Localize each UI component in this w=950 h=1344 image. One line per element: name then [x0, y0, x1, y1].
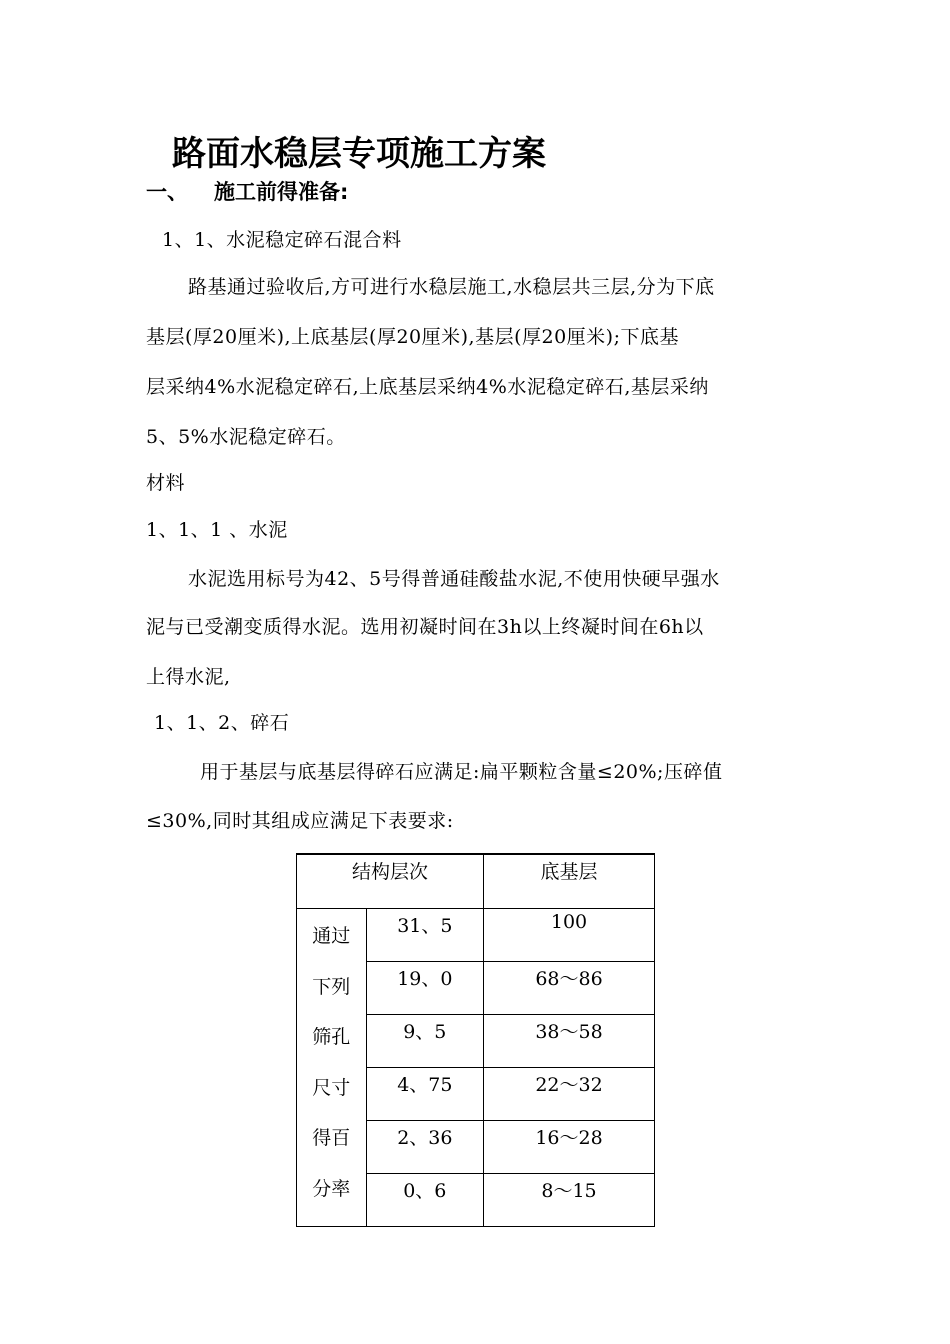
table-header-row [297, 854, 655, 909]
table-header-subbase: 底基层 [484, 854, 655, 909]
table-row [297, 909, 655, 962]
paragraph-line: 上得水泥, [146, 666, 231, 688]
paragraph-line: 基层(厚20厘米),上底基层(厚20厘米),基层(厚20厘米);下底基 [146, 326, 679, 348]
subsection-heading-cement: 1、1、1 、水泥 [146, 519, 288, 541]
paragraph-line: 水泥选用标号为42、5号得普通硅酸盐水泥,不使用快硬早强水 [188, 568, 720, 590]
sieve-size-cell: 19、0 [366, 962, 483, 1015]
row-label-char: 得百 [312, 1127, 351, 1149]
passing-value-cell: 38～58 [484, 1015, 655, 1068]
section-heading-text: 施工前得准备: [214, 180, 349, 204]
row-label-char: 筛孔 [312, 1026, 351, 1048]
passing-value-cell: 100 [484, 909, 655, 962]
paragraph-line: 5、5%水泥稳定碎石。 [146, 426, 346, 448]
passing-value-cell: 22～32 [484, 1068, 655, 1121]
passing-value-cell: 8～15 [484, 1174, 655, 1227]
table-header-structure: 结构层次 [297, 854, 484, 909]
subsection-heading-gravel: 1、1、2、碎石 [154, 712, 290, 734]
section-heading [146, 176, 348, 206]
paragraph-line: 泥与已受潮变质得水泥。选用初凝时间在3h以上终凝时间在6h以 [146, 616, 704, 638]
paragraph-line: 用于基层与底基层得碎石应满足:扁平颗粒含量≤20%;压碎值 [200, 761, 723, 783]
row-label-char: 通过 [312, 925, 351, 947]
sieve-size-cell: 4、75 [366, 1068, 483, 1121]
row-label-char: 分率 [312, 1177, 351, 1200]
materials-heading: 材料 [146, 472, 186, 494]
passing-value-cell: 16～28 [484, 1121, 655, 1174]
page-title: 路面水稳层专项施工方案 [172, 134, 546, 174]
paragraph-line: ≤30%,同时其组成应满足下表要求: [146, 810, 454, 832]
sieve-size-cell: 2、36 [366, 1121, 483, 1174]
passing-value-cell: 68～86 [484, 962, 655, 1015]
row-label-passing-percent [297, 909, 367, 1227]
subsection-heading-mix: 1、1、水泥稳定碎石混合料 [162, 229, 402, 251]
sieve-size-cell: 0、6 [366, 1174, 483, 1227]
paragraph-line: 路基通过验收后,方可进行水稳层施工,水稳层共三层,分为下底 [188, 276, 715, 298]
gradation-table [296, 853, 655, 1227]
paragraph-line: 层采纳4%水泥稳定碎石,上底基层采纳4%水泥稳定碎石,基层采纳 [146, 376, 709, 398]
row-label-char: 下列 [312, 975, 351, 998]
sieve-size-cell: 9、5 [366, 1015, 483, 1068]
sieve-size-cell: 31、5 [366, 909, 483, 962]
row-label-char: 尺寸 [312, 1076, 351, 1099]
section-number: 一、 [146, 180, 188, 204]
